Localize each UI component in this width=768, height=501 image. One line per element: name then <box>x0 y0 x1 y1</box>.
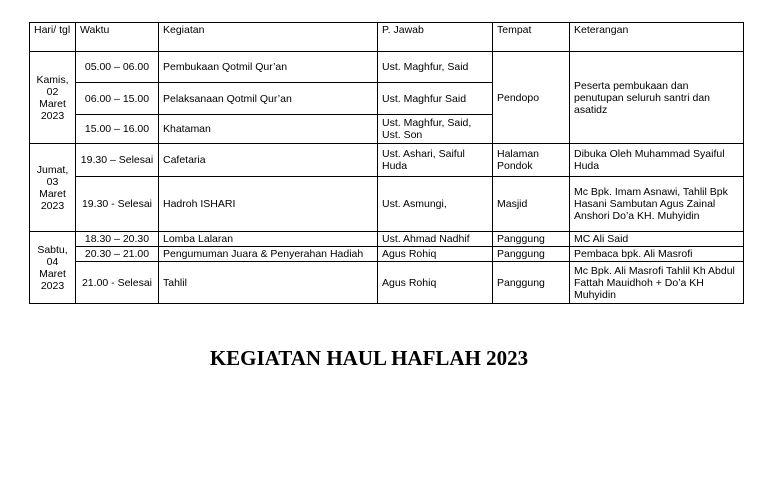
day-cell: Jumat, 03 Maret 2023 <box>30 144 76 232</box>
time-cell: 05.00 – 06.00 <box>76 52 159 83</box>
header-waktu: Waktu <box>76 23 159 52</box>
time-cell: 19.30 – Selesai <box>76 144 159 177</box>
day-cell: Sabtu, 04 Maret 2023 <box>30 232 76 304</box>
table-row <box>30 232 744 247</box>
schedule-table <box>29 22 744 304</box>
person-cell: Ust. Ashari, Saiful Huda <box>378 144 493 177</box>
activity-cell: Lomba Lalaran <box>159 232 378 247</box>
time-cell: 06.00 – 15.00 <box>76 83 159 115</box>
time-cell: 15.00 – 16.00 <box>76 115 159 144</box>
note-cell: Pembaca bpk. Ali Masrofi <box>570 247 744 262</box>
day-cell: Kamis, 02 Maret 2023 <box>30 52 76 144</box>
person-cell: Ust. Asmungi, <box>378 177 493 232</box>
header-p-jawab: P. Jawab <box>378 23 493 52</box>
time-cell: 21.00 - Selesai <box>76 262 159 304</box>
person-cell: Ust. Maghfur, Said <box>378 52 493 83</box>
person-cell: Ust. Maghfur, Said, Ust. Son <box>378 115 493 144</box>
table-row <box>30 262 744 304</box>
note-cell: Mc Bpk. Imam Asnawi, Tahlil Bpk Hasani Sambutan Agus Zainal Anshori Do’a KH. Muhyidin <box>570 177 744 232</box>
header-kegiatan: Kegiatan <box>159 23 378 52</box>
activity-cell: Hadroh ISHARI <box>159 177 378 232</box>
activity-cell: Pembukaan Qotmil Qur’an <box>159 52 378 83</box>
note-cell: MC Ali Said <box>570 232 744 247</box>
header-keterangan: Keterangan <box>570 23 744 52</box>
place-cell: Halaman Pondok <box>493 144 570 177</box>
person-cell: Agus Rohiq <box>378 262 493 304</box>
page-title: KEGIATAN HAUL HAFLAH 2023 <box>209 346 529 370</box>
note-cell: Mc Bpk. Ali Masrofi Tahlil Kh Abdul Fattah Mauidhoh + Do’a KH Muhyidin <box>570 262 744 304</box>
header-hari-tgl: Hari/ tgl <box>30 23 76 52</box>
table-row <box>30 247 744 262</box>
place-cell: Panggung <box>493 262 570 304</box>
time-cell: 20.30 – 21.00 <box>76 247 159 262</box>
activity-cell: Pengumuman Juara & Penyerahan Hadiah <box>159 247 378 262</box>
place-cell: Panggung <box>493 247 570 262</box>
place-cell: Pendopo <box>493 52 570 144</box>
activity-cell: Cafetaria <box>159 144 378 177</box>
person-cell: Agus Rohiq <box>378 247 493 262</box>
activity-cell: Tahlil <box>159 262 378 304</box>
header-row <box>30 23 744 52</box>
table-row <box>30 144 744 177</box>
note-cell: Dibuka Oleh Muhammad Syaiful Huda <box>570 144 744 177</box>
activity-cell: Pelaksanaan Qotmil Qur’an <box>159 83 378 115</box>
table-row <box>30 52 744 83</box>
note-cell: Peserta pembukaan dan penutupan seluruh santri dan asatidz <box>570 52 744 144</box>
header-tempat: Tempat <box>493 23 570 52</box>
table-row <box>30 177 744 232</box>
activity-cell: Khataman <box>159 115 378 144</box>
person-cell: Ust. Maghfur Said <box>378 83 493 115</box>
place-cell: Panggung <box>493 232 570 247</box>
time-cell: 19.30 - Selesai <box>76 177 159 232</box>
time-cell: 18.30 – 20.30 <box>76 232 159 247</box>
place-cell: Masjid <box>493 177 570 232</box>
person-cell: Ust. Ahmad Nadhif <box>378 232 493 247</box>
